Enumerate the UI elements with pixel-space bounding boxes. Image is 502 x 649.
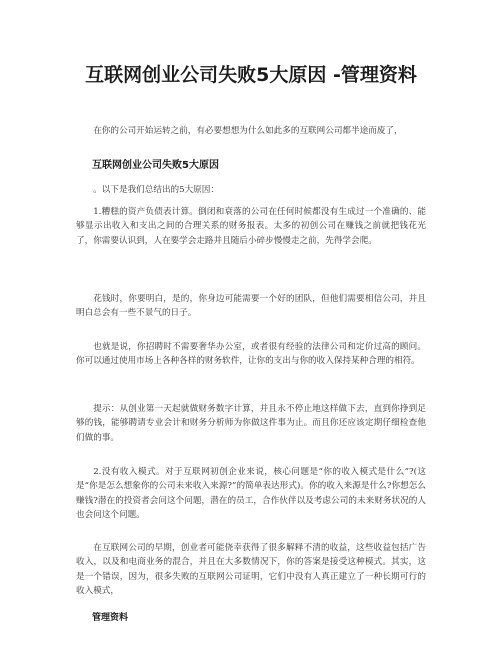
- body-paragraph-2: 花钱时，你要明白，是的，你身边可能需要一个好的团队，但他们需要相信公司，并且明白总会有一些不景气的日子。: [76, 294, 426, 319]
- footer-heading: 管理资料: [92, 613, 129, 623]
- body-paragraph-6: 在互联网公司的早期，创业者可能侥幸获得了很多解释不清的收益，这些收益包括广告收入，以及和电商业务的混合，并且在大多数情况下，你的答案是接受这种模式。其实，这是一个错误，因为，很多失败的互联网公司证明，它们中没有人真正建立了一种长期可行的收入模式，: [76, 543, 426, 597]
- section-heading: 互联网创业公司失败5大原因: [92, 160, 219, 171]
- body-paragraph-3: 也就是说，你招聘时不需要奢华办公室，或者很有经验的法律公司和定价过高的顾问。你可以通过使用市场上各种各样的财务软件，让你的支出与你的收入保持某种合理的相符。: [76, 342, 426, 367]
- body-paragraph-5: 2.没有收入模式。对于互联网初创企业来说，核心问题是“你的收入模式是什么”?(这是“你是怎么想象你的公司未来收入来源?”的简单表达形式)。你的收入来源是什么?你想怎么赚钱?潜在的投资者会问这个问题，潜在的员工，合作伙伴以及考虑公司的未来财务状况的人也会问这个问题。: [76, 467, 426, 521]
- document-title: 互联网创业公司失败5大原因 -管理资料: [85, 64, 417, 86]
- lead-paragraph: 。以下是我们总结出的5大原因：: [93, 185, 219, 195]
- body-paragraph-4: 提示：从创业第一天起就做财务数字计算，并且永不停止地这样做下去，直到你挣到足够的钱，能够聘请专业会计和财务分析师为你做这件事为止。而且你还应该定期仔细检查他们做的事。: [76, 404, 426, 443]
- body-paragraph-1: 1.糟糕的资产负债表计算。倒闭和衰落的公司在任何时候都没有生成过一个准确的、能够显示出收入和支出之间的合理关系的财务报表。太多的初创公司在赚钱之前就把钱花光了，你需要认识到，人在要学会走路并且随后小碎步慢慢走之前，先得学会爬。: [76, 207, 426, 246]
- intro-paragraph: 在你的公司开始运转之前，有必要想想为什么如此多的互联网公司都半途而废了，: [93, 126, 403, 136]
